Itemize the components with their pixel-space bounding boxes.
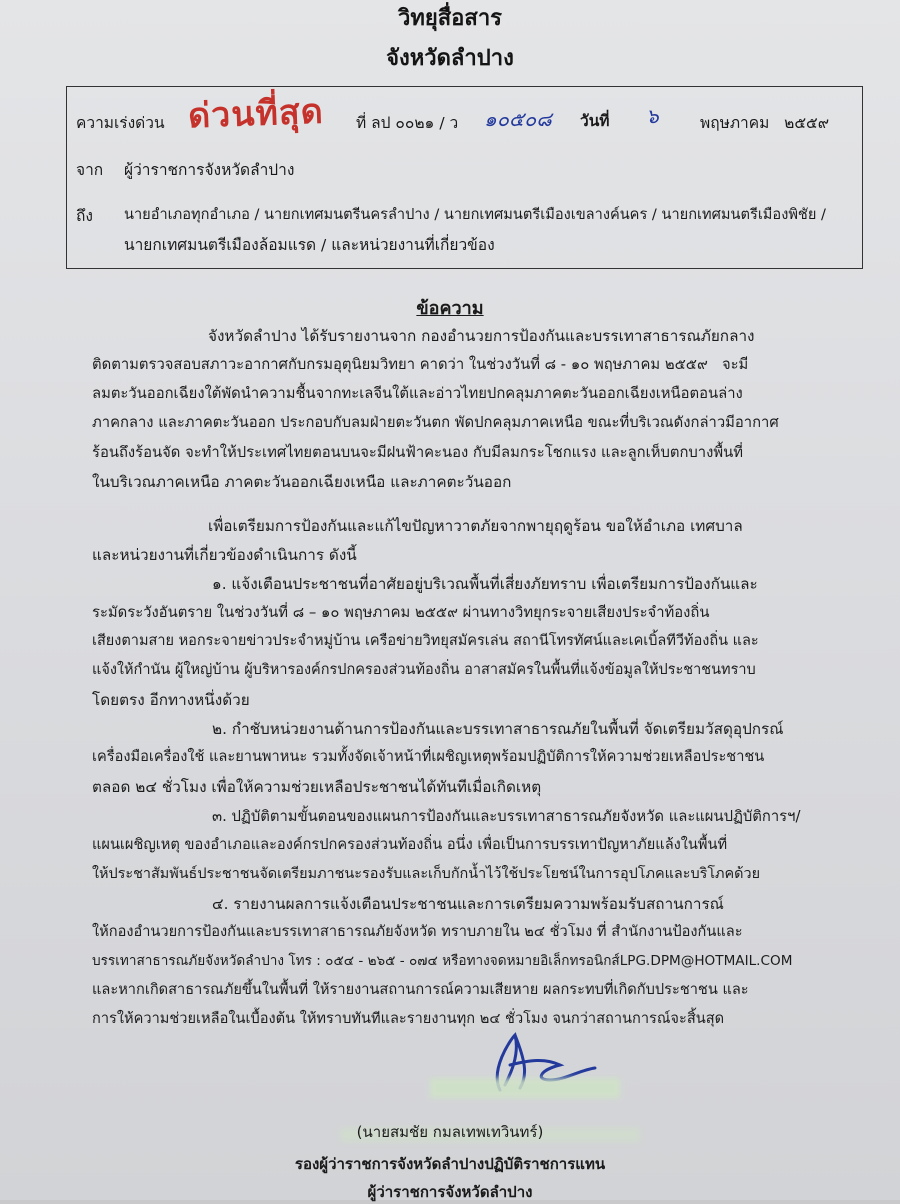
reference-number: ๑๐๕๐๘ bbox=[484, 107, 552, 131]
to-label: ถึง bbox=[76, 207, 93, 225]
body-line: ในบริเวณภาคเหนือ ภาคตะวันออกเฉียงเหนือ และภาคตะวันออก bbox=[92, 473, 512, 491]
to-line-1: นายอำเภอทุกอำเภอ / นายกเทศมนตรีนครลำปาง / นายกเทศมนตรีเมืองเขลางค์นคร / นายกเทศมนตรีเมืองพิชัย / bbox=[124, 206, 826, 223]
urgency-label: ความเร่งด่วน bbox=[76, 114, 165, 132]
body-line: ตลอด ๒๔ ชั่วโมง เพื่อให้ความช่วยเหลือประชาชนได้ทันทีเมื่อเกิดเหตุ bbox=[92, 778, 542, 796]
body-line: โดยตรง อีกทางหนึ่งด้วย bbox=[92, 691, 250, 709]
signer-position-1: รองผู้ว่าราชการจังหวัดลำปางปฏิบัติราชการแทน bbox=[294, 1155, 606, 1173]
date-label: วันที่ bbox=[580, 112, 610, 130]
date-month-year: พฤษภาคม ๒๕๕๙ bbox=[700, 114, 830, 132]
blurred-stamp-area bbox=[430, 1078, 620, 1098]
body-line: ลมตะวันออกเฉียงใต้พัดนำความชื้นจากทะเลจีนใต้และอ่าวไทยปกคลุมภาคตะวันออกเฉียงเหนือตอนล่าง bbox=[92, 385, 743, 402]
body-line: ภาคกลาง และภาคตะวันออก ประกอบกับลมฝ่ายตะวันตก พัดปกคลุมภาคเหนือ ขณะที่บริเวณดังกล่าวมีอากาศ bbox=[92, 414, 779, 431]
body-line: บรรเทาสาธารณภัยจังหวัดลำปาง โทร : ๐๕๔ - ๒๖๕ - ๐๗๔ หรือทางจดหมายอิเล็กทรอนิกส์LPG.DPM@HOTMAIL.COM bbox=[92, 953, 793, 969]
body-line: ๒. กำชับหน่วยงานด้านการป้องกันและบรรเทาสาธารณภัยในพื้นที่ จัดเตรียมวัสดุอุปกรณ์ bbox=[212, 720, 784, 738]
to-line-2: นายกเทศมนตรีเมืองล้อมแรด / และหน่วยงานที่เกี่ยวข้อง bbox=[124, 236, 495, 254]
body-title: ข้อความ bbox=[416, 298, 484, 319]
body-line: จังหวัดลำปาง ได้รับรายงานจาก กองอำนวยการป้องกันและบรรเทาสาธารณภัยกลาง bbox=[208, 327, 755, 345]
header-line-1: วิทยุสื่อสาร bbox=[398, 6, 502, 31]
body-line: เพื่อเตรียมการป้องกันและแก้ไขปัญหาวาตภัยจากพายุฤดูร้อน ขอให้อำเภอ เทศบาล bbox=[208, 517, 743, 535]
date-day: ๖ bbox=[646, 104, 659, 128]
signer-name: (นายสมชัย กมลเทพเทวินทร์) bbox=[356, 1123, 544, 1141]
body-line: ติดตามตรวจสอบสภาวะอากาศกับกรมอุตุนิยมวิทยา คาดว่า ในช่วงวันที่ ๘ - ๑๐ พฤษภาคม ๒๕๕๙ จะมี bbox=[92, 356, 749, 373]
body-line: และหากเกิดสาธารณภัยขึ้นในพื้นที่ ให้รายงานสถานการณ์ความเสียหาย ผลกระทบที่เกิดกับประชาชน และ bbox=[92, 981, 749, 998]
from-label: จาก bbox=[76, 161, 104, 179]
signer-position-2: ผู้ว่าราชการจังหวัดลำปาง bbox=[367, 1183, 533, 1201]
body-line: แจ้งให้กำนัน ผู้ใหญ่บ้าน ผู้บริหารองค์กรปกครองส่วนท้องถิ่น อาสาสมัครในพื้นที่แจ้งข้อมูลให้ประชาชนทราบ bbox=[92, 662, 756, 678]
reference-label: ที่ ลป ๐๐๒๑ / ว bbox=[356, 114, 459, 132]
body-line: และหน่วยงานที่เกี่ยวข้องดำเนินการ ดังนี้ bbox=[92, 546, 357, 564]
body-line: การให้ความช่วยเหลือในเบื้องต้น ให้ทราบทันทีและรายงานทุก ๒๔ ชั่วโมง จนกว่าสถานการณ์จะสิ้นสุด bbox=[92, 1010, 725, 1027]
body-line: ให้ประชาสัมพันธ์ประชาชนจัดเตรียมภาชนะรองรับและเก็บกักน้ำไว้ใช้ประโยชน์ในการอุปโภคและบริโภคด้วย bbox=[92, 866, 761, 882]
body-line: แผนเผชิญเหตุ ของอำเภอและองค์กรปกครองส่วนท้องถิ่น อนึ่ง เพื่อเป็นการบรรเทาปัญหาภัยแล้งในพื้นที่ bbox=[92, 836, 728, 853]
body-line: ๓. ปฏิบัติตามขั้นตอนของแผนการป้องกันและบรรเทาสาธารณภัยจังหวัด และแผนปฏิบัติการฯ/ bbox=[212, 808, 801, 825]
header-line-2: จังหวัดลำปาง bbox=[386, 46, 514, 71]
body-line: ๔. รายงานผลการแจ้งเตือนประชาชนและการเตรียมความพร้อมรับสถานการณ์ bbox=[212, 895, 724, 913]
urgency-stamp: ด่วนที่สุด bbox=[187, 91, 325, 137]
body-line: ร้อนถึงร้อนจัด จะทำให้ประเทศไทยตอนบนจะมีฝนฟ้าคะนอง กับมีลมกระโชกแรง และลูกเห็บตกบางพื้นที่ bbox=[92, 444, 743, 461]
body-line: ๑. แจ้งเตือนประชาชนที่อาศัยอยู่บริเวณพื้นที่เสี่ยงภัยทราบ เพื่อเตรียมการป้องกันและ bbox=[212, 575, 758, 593]
body-line: ให้กองอำนวยการป้องกันและบรรเทาสาธารณภัยจังหวัด ทราบภายใน ๒๔ ชั่วโมง ที่ สำนักงานป้องกันและ bbox=[92, 923, 743, 940]
body-line: เสียงตามสาย หอกระจายข่าวประจำหมู่บ้าน เครือข่ายวิทยุสมัครเล่น สถานีโทรทัศน์และเคเบิ้ลทีวีท้องถิ่น และ bbox=[92, 633, 759, 649]
from-value: ผู้ว่าราชการจังหวัดลำปาง bbox=[124, 161, 295, 179]
body-line: เครื่องมือเครื่องใช้ และยานพาหนะ รวมทั้งจัดเจ้าหน้าที่เผชิญเหตุพร้อมปฏิบัติการให้ความช่วยเหลือประชาชน bbox=[92, 748, 765, 765]
body-line: ระมัดระวังอันตราย ในช่วงวันที่ ๘ – ๑๐ พฤษภาคม ๒๕๕๙ ผ่านทางวิทยุกระจายเสียงประจำท้องถิ่น bbox=[92, 604, 710, 621]
